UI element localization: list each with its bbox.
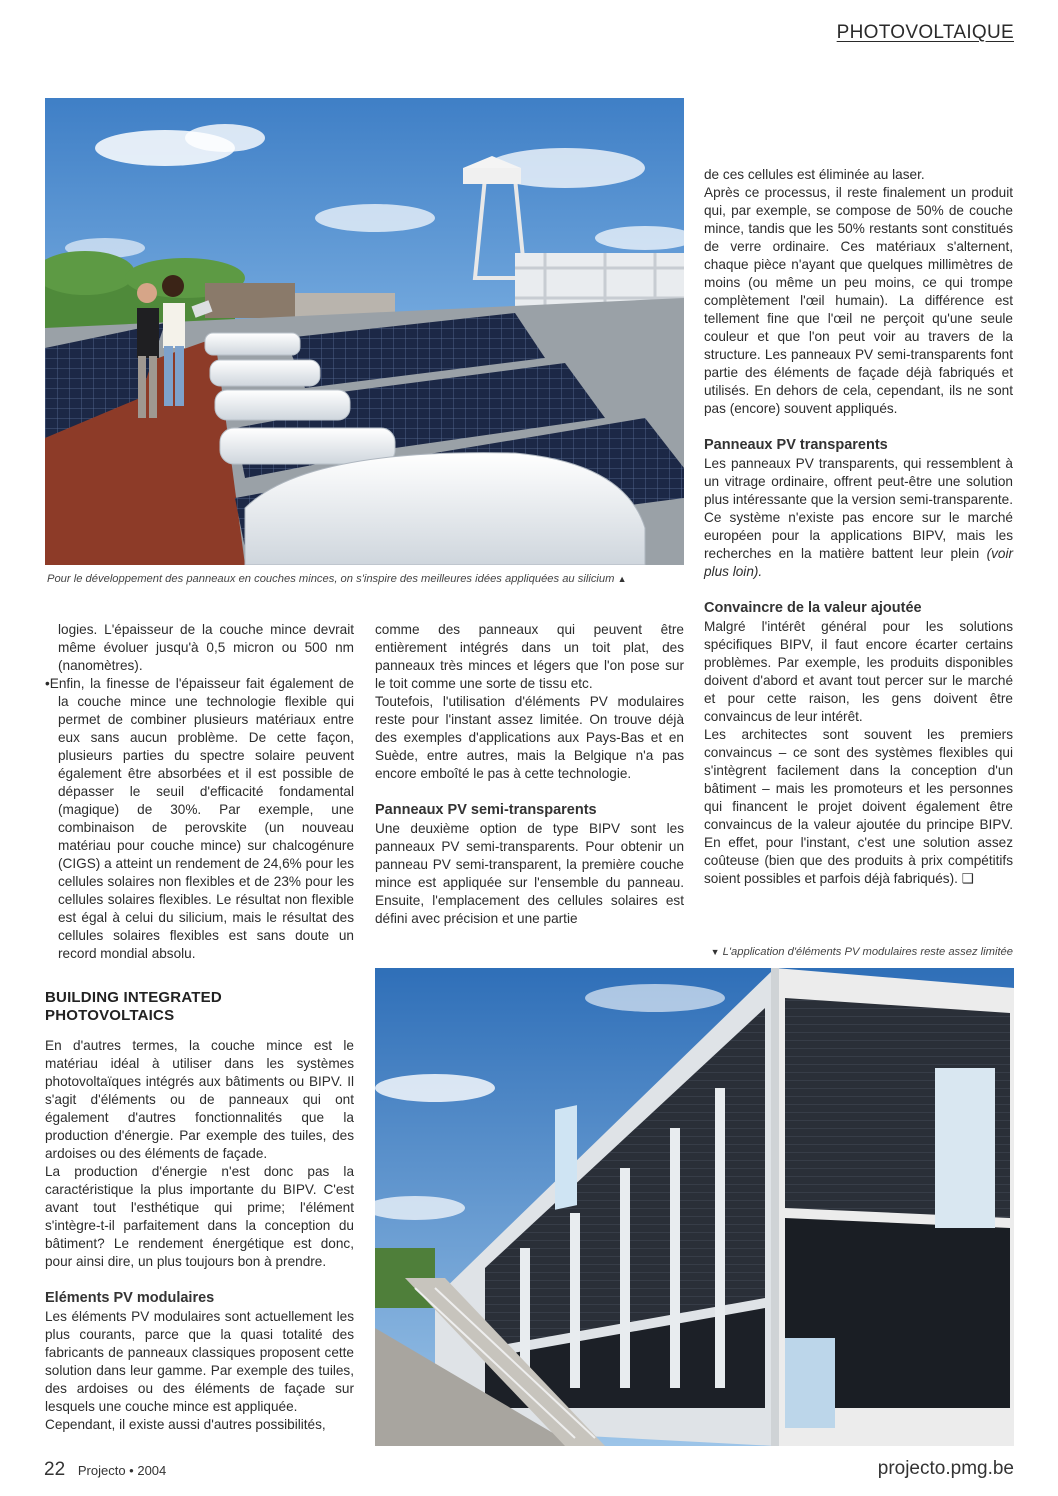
column-2 (375, 621, 684, 928)
col3-paragraph-2: Après ce processus, il reste finalement un produit qui, par exemple, se compose de 50% de couche mince, tandis que les 50% restants sont constitués de verre ordinaire. Ces matériaux s'alternent, chaque pièce n'ayant que quelques millimètres de moins (ou même un peu moins, ce qui trompe complètement l'œil humain). La différence est tellement fine que l'œil ne perçoit qu'une seule couleur et que l'on peut voir au travers de la structure. Les panneaux PV semi-transparents font partie des éléments de façade déjà fabriqués et utilisés. En dehors de cela, cependant, ils ne sont pas (encore) souvent appliqués. (704, 185, 1013, 416)
col3-paragraph-3 (704, 455, 1013, 581)
rooftop-solar-photo (45, 98, 684, 565)
col2-paragraph-2: Toutefois, l'utilisation d'éléments PV modulaires reste pour l'instant assez limitée. On trouve déjà des exemples d'applications aux Pays-Bas et en Suède, entre autres, mais la Belgique n'a pas encore emboîté le pas à cette technologie. (375, 694, 684, 781)
footer-left (44, 1459, 166, 1481)
col3-see-further: (voir plus loin). (704, 546, 1013, 579)
section-title: PHOTOVOLTAIQUE (836, 22, 1014, 43)
col2-paragraph-1: comme des panneaux qui peuvent être entièrement intégrés dans un toit plat, des panneaux très minces et légers que l'on pose sur le toit comme une sorte de tissu etc. (375, 622, 684, 691)
top-photo-caption (47, 573, 626, 585)
col1-paragraph-1: logies. L'épaisseur de la couche mince devrait même évoluer jusqu'à 0,5 micron ou 500 nm (nanomètres). (58, 622, 354, 673)
end-square-icon: ❑ (961, 871, 974, 886)
col1-paragraph-6: Cependant, il existe aussi d'autres possibilités, (45, 1417, 326, 1432)
col3-paragraph-5 (704, 726, 1013, 888)
caption-up-triangle-icon: ▲ (617, 574, 627, 584)
bottom-caption-text: L'application d'éléments PV modulaires reste assez limitée (722, 946, 1013, 958)
bipv-building-photo (375, 968, 1014, 1446)
heading-semi-transparents: Panneaux PV semi-transparents (375, 802, 597, 818)
col3-paragraph-4: Malgré l'intérêt général pour les solutions spécifiques BIPV, il faut encore écarter certains problèmes. Par exemple, les produits disponibles doivent d'abord et avant tout percer sur le marché et pour cette raison, les gens doivent être convaincus de leur intérêt. (704, 619, 1013, 724)
column-3 (704, 166, 1013, 888)
col3-paragraph-3-text: Les panneaux PV transparents, qui ressemblent à un vitrage ordinaire, offrent peut-être une solution plus intéressante que la version semi-transparente. Ce système n'existe pas encore sur le marché européen pour la applications BIPV, mais les recherches en la matière battent leur plein (704, 456, 1013, 561)
col3-paragraph-5-text: Les architectes sont souvent les premiers convaincus – ce sont des systèmes flexibles qui s'intègrent facilement dans la conception d'un bâtiment – mais les promoteurs et les personnes qui financent le projet doivent également être convaincus de la valeur ajoutée du principe BIPV. En effet, pour l'instant, c'est une solution assez coûteuse (bien que des produits à prix compétitifs soient possibles et parfois déjà fabriqués). (704, 727, 1013, 886)
column-1 (45, 621, 354, 1434)
heading-convaincre: Convaincre de la valeur ajoutée (704, 600, 922, 616)
col1-paragraph-4: La production d'énergie n'est donc pas la caractéristique la plus importante du BIPV. C'est avant tout l'esthétique qui prime; l'élément s'intègre-t-il parfaitement dans la conception du bâtiment? Le rendement énergétique est donc, pour ainsi dire, un plus toujours bon à prendre. (45, 1164, 354, 1269)
col1-paragraph-2: •Enfin, la finesse de l'épaisseur fait également de la couche mince une technologie flexible qui permet de combiner plusieurs matériaux entre eux sans aucun problème. De cette façon, plusieurs parties du spectre solaire peuvent également être absorbées et il est possible de dépasser le seuil d'efficacité fondamental (magique) de 30%. Par exemple, une combinaison de perovskite (un nouveau matériau pour couche mince) sur chalcogénure (CIGS) a atteint un rendement de 24,6% pour les cellules solaires non flexibles et de 23% pour les cellules solaires flexibles. Le résultat non flexible est égal à celui du silicium, mais le résultat des cellules solaires flexibles est sans doute un record mondial absolu. (45, 676, 354, 961)
col1-paragraph-5: Les éléments PV modulaires sont actuellement les plus courants, parce que la quasi totalité des fabricants de panneaux classiques proposent cette solution dans leur gamme. Par exemple des tuiles, des ardoises ou des éléments de façade sur lesquels une couche mince est appliquée. (45, 1309, 354, 1414)
top-caption-text: Pour le développement des panneaux en couches minces, on s'inspire des meilleures idées appliquées au silicium (47, 573, 615, 585)
col2-paragraph-3: Une deuxième option de type BIPV sont les panneaux PV semi-transparents. Pour obtenir un panneau PV semi-transparent, la première couche mince est appliquée sur l'ensemble du panneau. Ensuite, l'emplacement des cellules solaires est défini avec précision et une partie (375, 821, 684, 926)
caption-down-triangle-icon: ▼ (710, 947, 720, 957)
page-number: 22 (44, 1459, 66, 1480)
col3-paragraph-1: de ces cellules est éliminée au laser. (704, 167, 925, 182)
col1-paragraph-3: En d'autres termes, la couche mince est le matériau idéal à utiliser dans les systèmes photovoltaïques intégrés aux bâtiments ou BIPV. Il s'agit d'éléments ou de panneaux qui ont également d'autres fonctionnalités que la production d'énergie. Par exemple des tuiles, des ardoises ou des éléments de façade. (45, 1038, 354, 1161)
heading-bipv: BUILDING INTEGRATED PHOTOVOLTAICS (45, 989, 222, 1024)
bottom-photo-caption (711, 946, 1013, 958)
footer-url: projecto.pmg.be (877, 1458, 1014, 1479)
heading-elements-modulaires: Eléments PV modulaires (45, 1290, 215, 1306)
magazine-edition: Projecto • 2004 (77, 1463, 167, 1478)
heading-transparents: Panneaux PV transparents (704, 437, 888, 453)
